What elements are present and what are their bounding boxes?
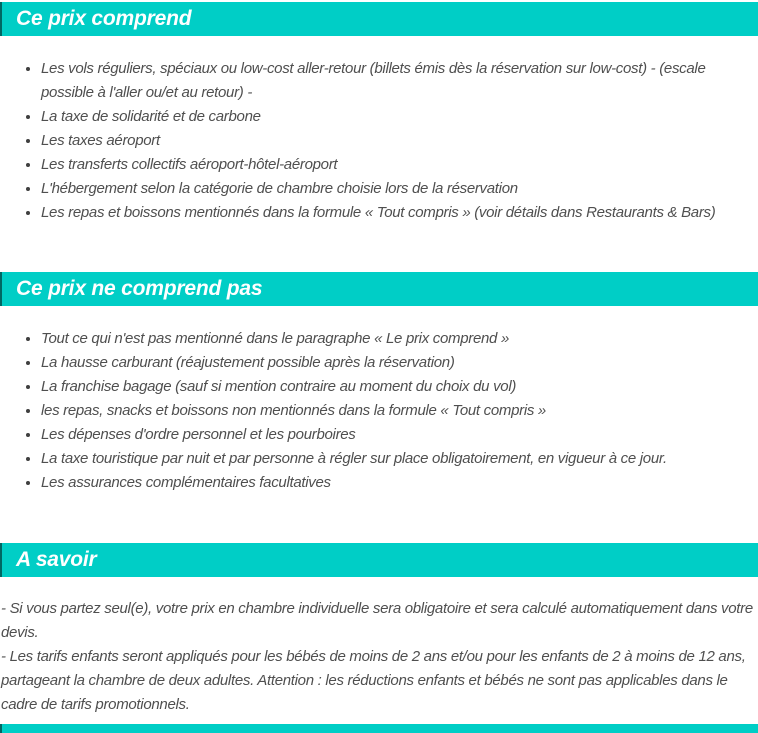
- list-item: • Les taxes aéroport: [41, 129, 750, 153]
- note-paragraph: - Si vous partez seul(e), votre prix en chambre individuelle sera obligatoire et sera calculé automatiquement dans votre devis.: [1, 600, 753, 641]
- list-item: • Les dépenses d'ordre personnel et les pourboires: [41, 423, 750, 447]
- list-item: • Les repas et boissons mentionnés dans la formule « Tout compris » (voir détails dans Restaurants & Bars): [41, 201, 750, 225]
- price-excludes-list: [0, 327, 758, 495]
- section-title-price-includes: Ce prix comprend: [16, 7, 192, 30]
- price-includes-list: [0, 57, 758, 225]
- list-item: • Les assurances complémentaires facultatives: [41, 471, 750, 495]
- good-to-know-notes: [0, 597, 758, 717]
- note-paragraph: - Les tarifs enfants seront appliqués pour les bébés de moins de 2 ans et/ou pour les enfants de 2 à moins de 12 ans, partageant la chambre de deux adultes. Attention : les réductions enfants et bébés ne sont pas applicables dans le cadre de tarifs promotionnels.: [1, 648, 746, 713]
- list-item: • les repas, snacks et boissons non mentionnés dans la formule « Tout compris »: [41, 399, 750, 423]
- list-item: • Les transferts collectifs aéroport-hôtel-aéroport: [41, 153, 750, 177]
- section-header-price-includes: [0, 2, 758, 36]
- list-item: • La taxe de solidarité et de carbone: [41, 105, 750, 129]
- section-title-price-excludes: Ce prix ne comprend pas: [16, 277, 263, 300]
- price-details-page: [0, 2, 758, 733]
- section-header-price-excludes: [0, 272, 758, 306]
- section-price-includes: [0, 2, 758, 225]
- list-item: • La franchise bagage (sauf si mention contraire au moment du choix du vol): [41, 375, 750, 399]
- section-good-to-know: [0, 543, 758, 717]
- section-title-good-to-know: A savoir: [16, 548, 97, 571]
- next-section-bar-partial: [0, 724, 758, 733]
- section-header-good-to-know: [0, 543, 758, 577]
- list-item: • L'hébergement selon la catégorie de chambre choisie lors de la réservation: [41, 177, 750, 201]
- section-price-excludes: [0, 272, 758, 495]
- list-item: • Tout ce qui n'est pas mentionné dans le paragraphe « Le prix comprend »: [41, 327, 750, 351]
- list-item: • La taxe touristique par nuit et par personne à régler sur place obligatoirement, en vigueur à ce jour.: [41, 447, 750, 471]
- list-item: • La hausse carburant (réajustement possible après la réservation): [41, 351, 750, 375]
- list-item: • Les vols réguliers, spéciaux ou low-cost aller-retour (billets émis dès la réservation sur low-cost) - (escale possible à l'aller ou/et au retour) -: [41, 57, 750, 105]
